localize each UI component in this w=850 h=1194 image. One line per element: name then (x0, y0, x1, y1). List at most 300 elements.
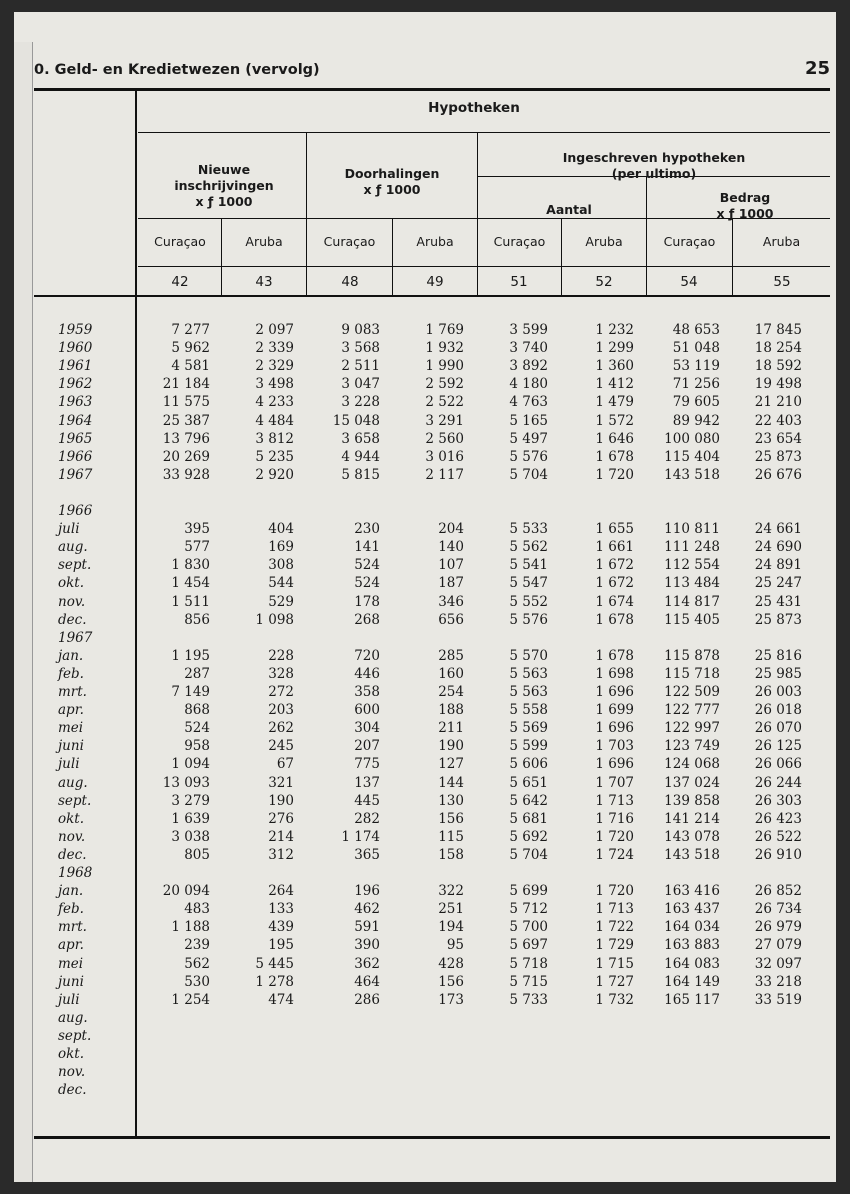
column-number: 48 (341, 274, 359, 290)
table-cell: 1 646 (595, 430, 634, 447)
table-cell: 163 437 (664, 901, 720, 918)
table-cell: 286 (354, 991, 380, 1008)
table-cell: 3 658 (341, 430, 380, 447)
table-cell: 67 (276, 756, 294, 773)
table-row (14, 648, 836, 666)
table-row (14, 974, 836, 992)
page-header (34, 58, 834, 88)
table-row (14, 612, 836, 630)
table-cell: 18 254 (754, 340, 802, 357)
table-row (14, 1082, 836, 1100)
table-cell: 1 707 (595, 774, 634, 791)
row-label: mrt. (58, 684, 87, 700)
row-label: mrt. (58, 919, 87, 936)
table-cell: 1 724 (595, 846, 634, 863)
table-cell: 140 (438, 539, 464, 556)
table-cell: 1 696 (595, 756, 634, 773)
table-cell: 2 097 (255, 322, 294, 338)
table-cell: 1 990 (425, 358, 464, 375)
table-cell: 276 (268, 810, 294, 827)
table-cell: 133 (268, 901, 294, 918)
table-cell: 122 997 (664, 720, 720, 737)
table-row (14, 485, 836, 503)
table-cell: 23 654 (754, 430, 802, 447)
table-cell: 529 (268, 593, 294, 610)
row-label: jan. (58, 647, 84, 664)
table-cell: 5 563 (509, 665, 548, 682)
table-cell: 143 518 (664, 846, 720, 863)
table-cell: 25 873 (754, 611, 802, 628)
row-label: aug. (58, 774, 88, 791)
table-cell: 21 184 (162, 376, 210, 393)
table-cell: 21 210 (754, 394, 802, 411)
table-cell: 312 (268, 846, 294, 863)
table-cell: 5 697 (509, 937, 548, 954)
table-cell: 1 696 (595, 684, 634, 700)
table-cell: 856 (184, 611, 210, 628)
table-cell: 5 715 (509, 973, 548, 990)
table-cell: 26 734 (754, 901, 802, 918)
column-header: Aruba (762, 234, 801, 249)
table-cell: 158 (438, 846, 464, 863)
table-cell: 5 700 (509, 919, 548, 936)
table-cell: 1 932 (425, 340, 464, 357)
table-cell: 20 094 (162, 883, 210, 900)
table-cell: 18 592 (754, 358, 802, 375)
table-cell: 9 083 (341, 322, 380, 338)
row-label: mei (58, 955, 84, 972)
table-cell: 122 509 (664, 684, 720, 700)
table-cell: 204 (438, 521, 464, 538)
table-cell: 5 570 (509, 647, 548, 664)
table-cell: 1 454 (171, 575, 210, 592)
table-cell: 321 (268, 774, 294, 791)
table-cell: 203 (268, 702, 294, 719)
table-cell: 365 (354, 846, 380, 863)
table-cell: 27 079 (754, 937, 802, 954)
table-cell: 2 329 (255, 358, 294, 375)
table-row (14, 467, 836, 485)
column-number: 42 (171, 274, 189, 290)
table-cell: 304 (354, 720, 380, 737)
row-label: dec. (58, 846, 87, 863)
table-cell: 48 653 (672, 322, 720, 338)
column-number: 54 (680, 274, 698, 290)
rule-under-columns (138, 266, 830, 267)
table-cell: 4 233 (255, 394, 294, 411)
table-cell: 143 518 (664, 466, 720, 483)
table-cell: 5 815 (341, 466, 380, 483)
table-row (14, 413, 836, 431)
row-label: 1962 (58, 376, 93, 393)
table-cell: 25 247 (754, 575, 802, 592)
hypotheken-heading: Hypotheken (428, 100, 520, 116)
table-row (14, 992, 836, 1010)
table-cell: 254 (438, 684, 464, 700)
table-cell: 123 749 (664, 738, 720, 755)
table-cell: 358 (354, 684, 380, 700)
bottom-rule (34, 1136, 830, 1139)
row-label: juni (58, 738, 84, 755)
document-page (14, 12, 836, 1182)
table-cell: 1 098 (255, 611, 294, 628)
table-cell: 115 (438, 828, 464, 845)
table-cell: 1 254 (171, 991, 210, 1008)
table-cell: 1 195 (171, 647, 210, 664)
table-cell: 2 511 (341, 358, 380, 375)
table-cell: 3 291 (425, 412, 464, 429)
row-label: juni (58, 973, 84, 990)
table-cell: 25 431 (754, 593, 802, 610)
table-cell: 5 606 (509, 756, 548, 773)
table-cell: 33 928 (162, 466, 210, 483)
table-cell: 2 522 (425, 394, 464, 411)
table-cell: 3 016 (425, 448, 464, 465)
table-cell: 1 639 (171, 810, 210, 827)
table-cell: 524 (354, 575, 380, 592)
table-cell: 26 303 (754, 792, 802, 809)
table-cell: 26 979 (754, 919, 802, 936)
table-cell: 5 699 (509, 883, 548, 900)
divider-aantal-bedrag (646, 176, 647, 266)
table-cell: 137 (354, 774, 380, 791)
row-label: mei (58, 720, 84, 737)
row-label: 1960 (58, 340, 93, 357)
table-cell: 115 404 (664, 448, 720, 465)
table-cell: 24 690 (754, 539, 802, 556)
column-header: Curaçao (154, 234, 206, 249)
table-cell: 137 024 (664, 774, 720, 791)
header-bottom-rule (34, 295, 830, 297)
table-cell: 7 149 (171, 684, 210, 700)
table-cell: 1 713 (595, 901, 634, 918)
table-cell: 71 256 (672, 376, 720, 393)
table-cell: 33 519 (754, 991, 802, 1008)
row-label: okt. (58, 810, 85, 827)
table-row (14, 720, 836, 738)
table-row (14, 431, 836, 449)
table-cell: 11 575 (162, 394, 210, 411)
row-label: 1961 (58, 358, 93, 375)
table-cell: 114 817 (664, 593, 720, 610)
table-cell: 464 (354, 973, 380, 990)
table-cell: 5 599 (509, 738, 548, 755)
table-cell: 445 (354, 792, 380, 809)
table-cell: 1 727 (595, 973, 634, 990)
table-cell: 22 403 (754, 412, 802, 429)
table-cell: 5 718 (509, 955, 548, 972)
table-cell: 1 479 (595, 394, 634, 411)
table-cell: 1 232 (595, 322, 634, 338)
table-cell: 5 235 (255, 448, 294, 465)
table-row (14, 793, 836, 811)
table-row (14, 1064, 836, 1082)
table-cell: 1 672 (595, 557, 634, 574)
table-cell: 110 811 (664, 521, 720, 538)
row-label: sept. (58, 1027, 92, 1044)
table-cell: 308 (268, 557, 294, 574)
table-cell: 112 554 (664, 557, 720, 574)
table-cell: 1 720 (595, 828, 634, 845)
table-cell: 19 498 (754, 376, 802, 393)
table-cell: 5 576 (509, 611, 548, 628)
table-cell: 5 563 (509, 684, 548, 700)
table-row (14, 937, 836, 955)
table-cell: 720 (354, 647, 380, 664)
table-cell: 446 (354, 665, 380, 682)
column-header: Curaçao (663, 234, 716, 249)
column-header: Curaçao (323, 234, 376, 249)
column-number: 55 (773, 274, 791, 290)
table-cell: 33 218 (754, 973, 802, 990)
row-label: aug. (58, 539, 88, 556)
table-row (14, 449, 836, 467)
table-cell: 1 716 (595, 810, 634, 827)
table-cell: 530 (184, 973, 210, 990)
table-cell: 163 416 (664, 883, 720, 900)
table-cell: 164 083 (664, 955, 720, 972)
column-header: Aruba (416, 234, 454, 249)
table-row (14, 521, 836, 539)
table-cell: 1 278 (255, 973, 294, 990)
table-cell: 1 722 (595, 919, 634, 936)
table-cell: 328 (268, 665, 294, 682)
table-cell: 474 (268, 991, 294, 1008)
row-label: apr. (58, 702, 84, 719)
table-cell: 190 (438, 738, 464, 755)
table-cell: 26 676 (754, 466, 802, 483)
table-cell: 577 (184, 539, 210, 556)
table-cell: 1 655 (595, 521, 634, 538)
table-cell: 1 412 (595, 376, 634, 393)
table-cell: 115 718 (664, 665, 720, 682)
table-cell: 1 174 (341, 828, 380, 845)
page-number: 25 (804, 58, 830, 79)
table-cell: 5 733 (509, 991, 548, 1008)
table-cell: 395 (184, 521, 210, 538)
row-label: 1964 (58, 412, 93, 429)
table-cell: 5 165 (509, 412, 548, 429)
table-cell: 107 (438, 557, 464, 574)
row-label: jan. (58, 883, 84, 900)
table-row (14, 376, 836, 394)
table-cell: 115 405 (664, 611, 720, 628)
table-row (14, 539, 836, 557)
table-cell: 130 (438, 792, 464, 809)
row-label: juli (58, 521, 80, 538)
group-doorhalingen: Doorhalingen x ƒ 1000 (344, 166, 440, 197)
table-cell: 144 (438, 774, 464, 791)
table-cell: 3 279 (171, 792, 210, 809)
table-row (14, 358, 836, 376)
table-cell: 228 (268, 647, 294, 664)
table-row (14, 775, 836, 793)
table-row (14, 1046, 836, 1064)
table-cell: 5 562 (509, 539, 548, 556)
table-cell: 390 (354, 937, 380, 954)
table-row (14, 756, 836, 774)
table-cell: 156 (438, 810, 464, 827)
table-cell: 1 769 (425, 322, 464, 338)
table-row (14, 630, 836, 648)
table-cell: 287 (184, 665, 210, 682)
table-cell: 4 944 (341, 448, 380, 465)
table-cell: 13 796 (162, 430, 210, 447)
table-cell: 5 558 (509, 702, 548, 719)
table-cell: 5 642 (509, 792, 548, 809)
table-row (14, 394, 836, 412)
table-cell: 524 (354, 557, 380, 574)
table-cell: 1 572 (595, 412, 634, 429)
table-cell: 1 715 (595, 955, 634, 972)
table-cell: 178 (354, 593, 380, 610)
table-cell: 24 891 (754, 557, 802, 574)
num-divider-2 (306, 267, 307, 295)
table-cell: 3 498 (255, 376, 294, 393)
table-cell: 113 484 (664, 575, 720, 592)
table-cell: 5 552 (509, 593, 548, 610)
table-cell: 141 (354, 539, 380, 556)
table-cell: 4 484 (255, 412, 294, 429)
row-label: aug. (58, 1009, 88, 1026)
table-cell: 5 962 (171, 340, 210, 357)
row-label: sept. (58, 792, 92, 809)
table-cell: 245 (268, 738, 294, 755)
table-row (14, 1010, 836, 1028)
table-row (14, 594, 836, 612)
table-cell: 89 942 (672, 412, 720, 429)
chapter-title: 0. Geld- en Kredietwezen (vervolg) (34, 62, 320, 78)
table-cell: 211 (438, 720, 464, 737)
table-cell: 1 678 (595, 448, 634, 465)
table-cell: 164 034 (664, 919, 720, 936)
table-cell: 3 228 (341, 394, 380, 411)
table-cell: 1 674 (595, 593, 634, 610)
row-label: 1966 (58, 503, 93, 519)
row-label: nov. (58, 593, 86, 610)
table-cell: 322 (438, 883, 464, 900)
column-header: Curaçao (493, 234, 546, 249)
table-cell: 26 423 (754, 810, 802, 827)
row-label: okt. (58, 575, 85, 592)
table-cell: 163 883 (664, 937, 720, 954)
table-cell: 1 511 (171, 593, 210, 610)
table-cell: 2 592 (425, 376, 464, 393)
table-cell: 3 740 (509, 340, 548, 357)
table-cell: 143 078 (664, 828, 720, 845)
table-cell: 524 (184, 720, 210, 737)
row-label: sept. (58, 557, 92, 574)
table-cell: 25 816 (754, 647, 802, 664)
table-cell: 2 339 (255, 340, 294, 357)
table-cell: 3 599 (509, 322, 548, 338)
table-cell: 5 651 (509, 774, 548, 791)
row-label: 1967 (58, 466, 93, 483)
table-cell: 7 277 (171, 322, 210, 338)
table-cell: 1 299 (595, 340, 634, 357)
table-cell: 1 720 (595, 466, 634, 483)
table-cell: 775 (354, 756, 380, 773)
table-cell: 26 070 (754, 720, 802, 737)
column-number: 52 (595, 274, 613, 290)
table-cell: 194 (438, 919, 464, 936)
table-cell: 5 692 (509, 828, 548, 845)
table-cell: 124 068 (664, 756, 720, 773)
table-cell: 195 (268, 937, 294, 954)
table-cell: 26 125 (754, 738, 802, 755)
table-cell: 5 547 (509, 575, 548, 592)
table-cell: 600 (354, 702, 380, 719)
table-cell: 5 681 (509, 810, 548, 827)
column-number: 51 (510, 274, 528, 290)
table-row (14, 322, 836, 340)
table-cell: 262 (268, 720, 294, 737)
subgroup-bedrag: Bedrag x ƒ 1000 (716, 190, 774, 221)
table-cell: 5 712 (509, 901, 548, 918)
table-cell: 1 713 (595, 792, 634, 809)
row-label: juli (58, 756, 80, 773)
table-row (14, 1028, 836, 1046)
table-row (14, 575, 836, 593)
table-cell: 95 (446, 937, 464, 954)
table-cell: 3 038 (171, 828, 210, 845)
table-cell: 111 248 (664, 539, 720, 556)
row-label: feb. (58, 901, 84, 918)
table-cell: 4 180 (509, 376, 548, 393)
table-cell: 1 830 (171, 557, 210, 574)
row-label: apr. (58, 937, 84, 954)
column-header: Aruba (585, 234, 623, 249)
table-cell: 805 (184, 846, 210, 863)
table-cell: 1 698 (595, 665, 634, 682)
table-cell: 272 (268, 684, 294, 700)
row-label: 1959 (58, 322, 93, 338)
group-ingeschreven-hypotheken: Ingeschreven hypotheken (per ultimo) (562, 150, 746, 181)
table-cell: 362 (354, 955, 380, 972)
table-cell: 169 (268, 539, 294, 556)
table-row (14, 738, 836, 756)
table-cell: 196 (354, 883, 380, 900)
table-cell: 1 360 (595, 358, 634, 375)
table-cell: 25 985 (754, 665, 802, 682)
table-cell: 26 522 (754, 828, 802, 845)
table-cell: 251 (438, 901, 464, 918)
table-cell: 462 (354, 901, 380, 918)
table-cell: 207 (354, 738, 380, 755)
row-label: dec. (58, 611, 87, 628)
row-label: nov. (58, 1064, 86, 1081)
table-cell: 13 093 (162, 774, 210, 791)
table-cell: 25 873 (754, 448, 802, 465)
row-label: dec. (58, 1082, 87, 1099)
table-cell: 2 920 (255, 466, 294, 483)
table-row (14, 956, 836, 974)
row-label: okt. (58, 1046, 85, 1062)
table-cell: 5 445 (255, 955, 294, 972)
table-cell: 79 605 (672, 394, 720, 411)
table-cell: 187 (438, 575, 464, 592)
group-nieuwe-inschrijvingen: Nieuwe inschrijvingen x ƒ 1000 (174, 162, 274, 209)
table-cell: 239 (184, 937, 210, 954)
table-cell: 5 576 (509, 448, 548, 465)
table-row (14, 829, 836, 847)
table-cell: 591 (354, 919, 380, 936)
table-cell: 656 (438, 611, 464, 628)
table-cell: 156 (438, 973, 464, 990)
table-cell: 268 (354, 611, 380, 628)
table-cell: 1 678 (595, 647, 634, 664)
table-cell: 1 703 (595, 738, 634, 755)
